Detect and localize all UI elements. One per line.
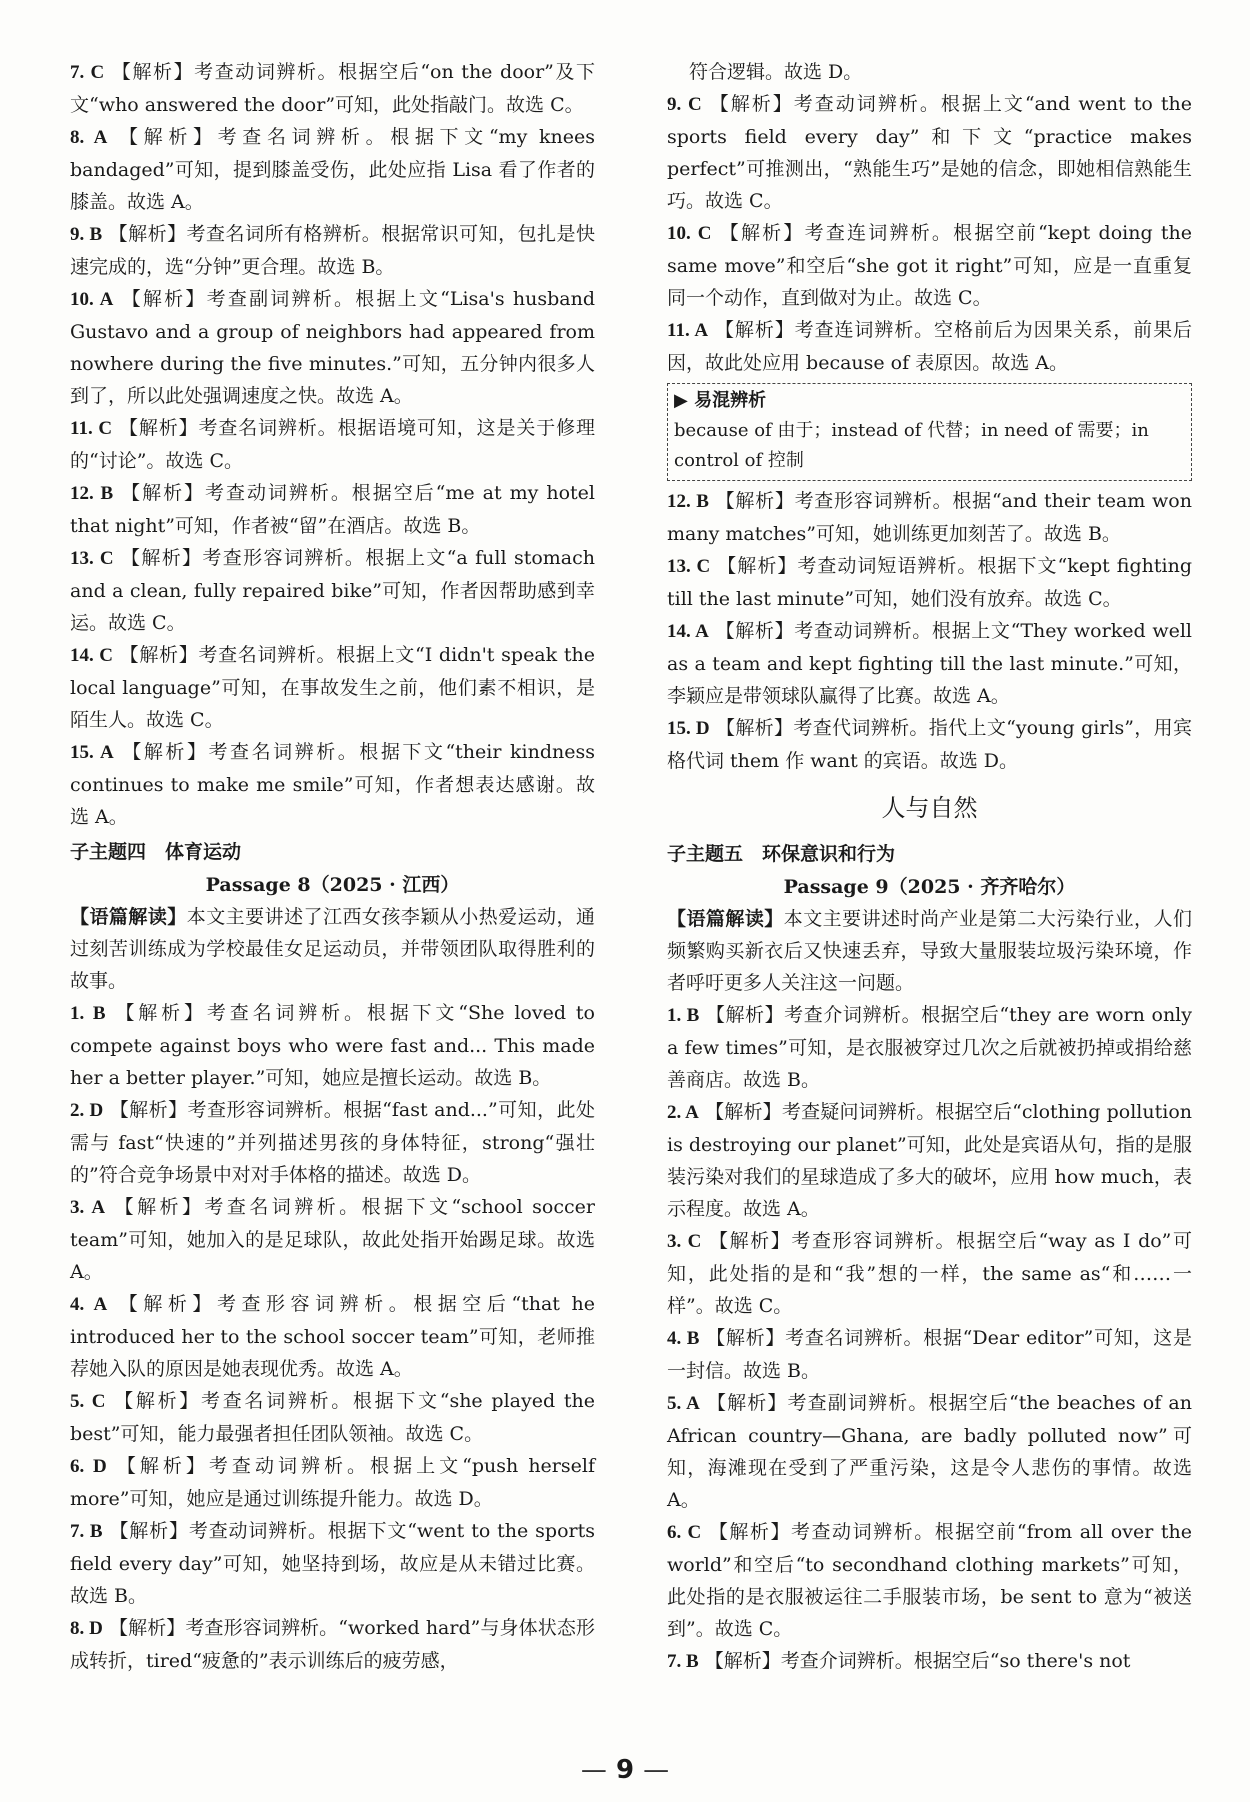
summary-text: 本文主要讲述了江西女孩李颖从小热爱运动，通过刻苦训练成为学校最佳女足运动员，并带领团队取得胜利的故事。	[70, 906, 595, 992]
answer-number: 13. C	[667, 556, 711, 577]
answer-number: 3. C	[667, 1231, 702, 1252]
subtopic-heading-5: 子主题五 环保意识和行为	[667, 843, 896, 865]
answer-item	[70, 121, 595, 218]
answer-number: 6. D	[70, 1456, 107, 1477]
summary-label: 【语篇解读】	[667, 908, 784, 930]
answer-number: 11. A	[667, 320, 709, 341]
answer-item	[667, 615, 1192, 712]
answer-explanation: 【解析】考查形容词辨析。根据空后“that he introduced her to the school soccer team”可知，老师推荐她入队的原因是她表现优秀。故选 A。	[70, 1293, 595, 1380]
answer-number: 9. B	[70, 224, 103, 245]
answer-number: 4. B	[667, 1328, 700, 1349]
answer-item	[667, 1225, 1192, 1322]
answer-explanation: 【解析】考查动词辨析。根据上文“They worked well as a team and kept fighting till the last minute.”可知，李颖应是带领球队赢得了比赛。故选 A。	[667, 620, 1192, 707]
answer-item	[70, 1612, 595, 1677]
answer-number: 14. C	[70, 645, 113, 666]
answer-item	[667, 1516, 1192, 1645]
answer-explanation: 【解析】考查名词辨析。根据下文“their kindness continues to make me smile”可知，作者想表达感谢。故选 A。	[70, 741, 595, 828]
answer-explanation: 【解析】考查副词辨析。根据上文“Lisa's husband Gustavo and a group of neighbors had appeared from nowhere during the five minutes.”可知，五分钟内很多人到了，所以此处强调速度之快。故选 A。	[70, 288, 595, 407]
passage-title-8: Passage 8（2025 · 江西）	[205, 874, 460, 896]
answer-number: 12. B	[667, 491, 709, 512]
answer-explanation: 【解析】考查形容词辨析。根据“fast and...”可知，此处需与 fast“快速的”并列描述男孩的身体特征，strong“强壮的”符合竞争场景中对对手体格的描述。故选 D。	[70, 1099, 595, 1186]
answer-number: 5. C	[70, 1391, 106, 1412]
page-number: 9	[615, 1755, 635, 1785]
answer-item	[667, 1645, 1192, 1678]
answer-number: 9. C	[667, 94, 702, 115]
continued-text: 符合逻辑。故选 D。	[689, 61, 863, 83]
answer-item	[667, 217, 1192, 314]
answer-number: 8. A	[70, 127, 108, 148]
answer-item	[70, 1094, 595, 1191]
answer-number: 14. A	[667, 621, 709, 642]
answer-item	[70, 1385, 595, 1450]
answer-item	[667, 1322, 1192, 1387]
answer-number: 7. B	[667, 1651, 699, 1672]
answer-explanation: 【解析】考查疑问词辨析。根据空后“clothing pollution is destroying our planet”可知，此处是宾语从句，指的是服装污染对我们的星球造成了多大的破坏，应用 how much，表示程度。故选 A。	[667, 1101, 1192, 1220]
answer-explanation: 【解析】考查名词辨析。根据上文“I didn't speak the local language”可知，在事故发生之前，他们素不相识，是陌生人。故选 C。	[70, 644, 595, 731]
answer-number: 15. D	[667, 718, 710, 739]
summary-label: 【语篇解读】	[70, 906, 187, 928]
answer-explanation: 【解析】考查动词辨析。根据空前“from all over the world”和空后“to secondhand clothing markets”可知，此处指的是衣服被运往二手服装市场，be sent to 意为“被送到”。故选 C。	[667, 1521, 1192, 1640]
answer-explanation: 【解析】考查名词辨析。根据下文“she played the best”可知，能力最强者担任团队领袖。故选 C。	[70, 1390, 595, 1445]
answer-number: 10. C	[667, 223, 712, 244]
answer-item	[667, 1387, 1192, 1516]
answer-item	[70, 542, 595, 639]
answer-explanation: 【解析】考查形容词辨析。根据空后“way as I do”可知，此处指的是和“我”想的一样，the same as“和……一样”。故选 C。	[667, 1230, 1192, 1317]
answer-explanation: 【解析】考查动词辨析。根据上文“push herself more”可知，她应是通过训练提升能力。故选 D。	[70, 1455, 595, 1510]
answer-explanation: 【解析】考查形容词辨析。“worked hard”与身体状态形成转折，tired“疲惫的”表示训练后的疲劳感，	[70, 1617, 595, 1672]
answer-item	[70, 736, 595, 833]
answer-number: 1. B	[70, 1003, 106, 1024]
answer-number: 7. B	[70, 1521, 103, 1542]
answer-item	[70, 412, 595, 477]
passage-title-9: Passage 9（2025 · 齐齐哈尔）	[783, 876, 1076, 898]
right-column	[667, 56, 1192, 1678]
answer-list-top	[70, 56, 595, 833]
section-title: 人与自然	[881, 794, 978, 822]
answer-item	[667, 485, 1192, 550]
passage-summary-9	[667, 903, 1192, 999]
answer-explanation: 【解析】考查连词辨析。空格前后为因果关系，前果后因，故此处应用 because of 表原因。故选 A。	[667, 319, 1192, 374]
answer-item	[667, 1096, 1192, 1225]
answer-item	[70, 1191, 595, 1288]
answer-number: 13. C	[70, 548, 114, 569]
answer-item	[70, 1450, 595, 1515]
left-column	[70, 56, 595, 1677]
passage-summary-8	[70, 901, 595, 997]
answer-explanation: 【解析】考查动词辨析。根据空后“me at my hotel that night”可知，作者被“留”在酒店。故选 B。	[70, 482, 595, 537]
answer-number: 2. A	[667, 1102, 699, 1123]
answer-number: 4. A	[70, 1294, 108, 1315]
answer-explanation: 【解析】考查副词辨析。根据空后“the beaches of an African country—Ghana, are badly polluted now”可知，海滩现在受到了严重污染，这是令人悲伤的事情。故选 A。	[667, 1392, 1192, 1511]
footer-dash-right: —	[643, 1755, 670, 1785]
answer-explanation: 【解析】考查动词辨析。根据下文“went to the sports field every day”可知，她坚持到场，故应是从未错过比赛。故选 B。	[70, 1520, 595, 1607]
subtopic-heading-4: 子主题四 体育运动	[70, 841, 242, 863]
answer-explanation: 【解析】考查名词辨析。根据下文“She loved to compete against boys who were fast and... This made her a better player.”可知，她应是擅长运动。故选 B。	[70, 1002, 595, 1089]
answer-item	[70, 1515, 595, 1612]
answer-explanation: 【解析】考查介词辨析。根据空后“they are worn only a few times”可知，是衣服被穿过几次之后就被扔掉或捐给慈善商店。故选 B。	[667, 1004, 1192, 1091]
answer-item	[667, 88, 1192, 217]
answer-explanation: 【解析】考查形容词辨析。根据“and their team won many matches”可知，她训练更加刻苦了。故选 B。	[667, 490, 1192, 545]
summary-text: 本文主要讲述时尚产业是第二大污染行业，人们频繁购买新衣后又快速丢弃，导致大量服装垃圾污染环境，作者呼吁更多人关注这一问题。	[667, 908, 1192, 994]
box-title: ▶ 易混辨析	[674, 390, 767, 411]
answer-number: 15. A	[70, 742, 114, 763]
answer-item	[667, 712, 1192, 777]
answer-explanation: 【解析】考查介词辨析。根据空后“so there's not	[704, 1650, 1131, 1672]
answer-explanation: 【解析】考查动词短语辨析。根据下文“kept fighting till the last minute”可知，她们没有放弃。故选 C。	[667, 555, 1192, 610]
box-text: because of 由于；instead of 代替；in need of 需要；in control of 控制	[674, 420, 1149, 471]
answer-item	[70, 283, 595, 412]
answer-item	[70, 56, 595, 121]
answer-number: 11. C	[70, 418, 113, 439]
answer-explanation: 【解析】考查动词辨析。根据上文“and went to the sports field every day”和下文“practice makes perfect”可推测出，“熟能生巧”是她的信念，即她相信熟能生巧。故选 C。	[667, 93, 1192, 212]
answer-explanation: 【解析】考查形容词辨析。根据上文“a full stomach and a clean, fully repaired bike”可知，作者因帮助感到幸运。故选 C。	[70, 547, 595, 634]
answer-number: 1. B	[667, 1005, 700, 1026]
answer-number: 5. A	[667, 1393, 700, 1414]
answer-explanation: 【解析】考查动词辨析。根据空后“on the door”及下文“who answered the door”可知，此处指敲门。故选 C。	[70, 61, 595, 116]
confusion-box	[667, 383, 1192, 481]
answer-item	[667, 999, 1192, 1096]
answer-explanation: 【解析】考查名词辨析。根据下文“school soccer team”可知，她加入的是足球队，故此处指开始踢足球。故选 A。	[70, 1196, 595, 1283]
answer-explanation: 【解析】考查名词所有格辨析。根据常识可知，包扎是快速完成的，选“分钟”更合理。故选 B。	[70, 223, 595, 278]
footer-dash-left: —	[580, 1755, 607, 1785]
answer-explanation: 【解析】考查连词辨析。根据空前“kept doing the same move”和空后“she got it right”可知，应是一直重复同一个动作，直到做对为止。故选 C。	[667, 222, 1192, 309]
answer-number: 7. C	[70, 62, 105, 83]
answer-number: 8. D	[70, 1618, 103, 1639]
answer-explanation: 【解析】考查名词辨析。根据“Dear editor”可知，这是一封信。故选 B。	[667, 1327, 1192, 1382]
answer-item	[70, 477, 595, 542]
answer-item	[70, 218, 595, 283]
answer-list-right-2	[667, 485, 1192, 777]
answer-item	[70, 639, 595, 736]
answer-list-right-1	[667, 88, 1192, 379]
answer-number: 3. A	[70, 1197, 106, 1218]
answer-list-passage-8	[70, 997, 595, 1677]
answer-explanation: 【解析】考查代词辨析。指代上文“young girls”，用宾格代词 them 作 want 的宾语。故选 D。	[667, 717, 1192, 772]
page-footer	[0, 1755, 1250, 1785]
answer-number: 6. C	[667, 1522, 702, 1543]
answer-explanation: 【解析】考查名词辨析。根据下文“my knees bandaged”可知，提到膝盖受伤，此处应指 Lisa 看了作者的膝盖。故选 A。	[70, 126, 595, 213]
answer-explanation: 【解析】考查名词辨析。根据语境可知，这是关于修理的“讨论”。故选 C。	[70, 417, 595, 472]
answer-number: 10. A	[70, 289, 114, 310]
answer-item	[667, 314, 1192, 379]
answer-item	[70, 1288, 595, 1385]
answer-number: 2. D	[70, 1100, 104, 1121]
answer-item	[70, 997, 595, 1094]
answer-list-passage-9	[667, 999, 1192, 1678]
answer-item	[667, 550, 1192, 615]
answer-number: 12. B	[70, 483, 114, 504]
